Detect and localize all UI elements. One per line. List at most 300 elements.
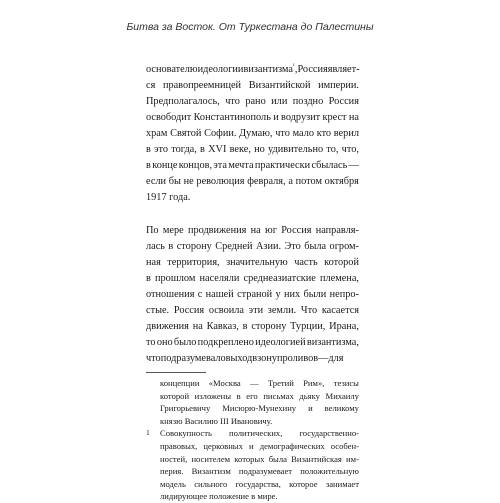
paragraph-2 bbox=[146, 223, 359, 367]
word bbox=[146, 271, 151, 287]
word-text: что bbox=[275, 128, 290, 139]
main-text bbox=[146, 62, 359, 367]
word-text: в bbox=[252, 353, 258, 364]
word-text: Азии. bbox=[255, 241, 282, 252]
word bbox=[263, 390, 293, 403]
word-text: письмах bbox=[263, 390, 294, 401]
word-text: них bbox=[284, 289, 301, 300]
text-line bbox=[160, 465, 359, 478]
word bbox=[325, 174, 359, 190]
word bbox=[268, 303, 296, 319]
word bbox=[146, 190, 190, 206]
word bbox=[300, 465, 359, 478]
word bbox=[169, 174, 181, 190]
text-line bbox=[146, 351, 359, 367]
word-text: Россия bbox=[328, 96, 359, 107]
word bbox=[243, 62, 297, 78]
word bbox=[157, 335, 173, 351]
word-text: церковных bbox=[203, 440, 243, 451]
word-text: конце bbox=[152, 160, 178, 171]
word bbox=[206, 287, 234, 303]
word bbox=[268, 142, 323, 158]
word-text: которой bbox=[160, 390, 190, 401]
word bbox=[342, 142, 359, 158]
word bbox=[146, 239, 165, 255]
word-text: удивительно bbox=[267, 144, 324, 155]
word-text: февраля, bbox=[247, 176, 286, 187]
word-text: сбылась bbox=[311, 160, 348, 171]
word bbox=[194, 478, 227, 491]
word-text: Турции, bbox=[290, 321, 326, 332]
word bbox=[171, 142, 197, 158]
word-text: , bbox=[294, 64, 298, 75]
word-text: октября bbox=[324, 176, 359, 187]
word bbox=[331, 440, 359, 453]
text-line bbox=[146, 335, 359, 351]
word-text: эти bbox=[248, 305, 264, 316]
word-text: у bbox=[275, 289, 281, 300]
word-text: Византийской bbox=[248, 80, 311, 91]
text-line bbox=[146, 223, 359, 239]
word bbox=[325, 402, 359, 415]
word bbox=[177, 239, 212, 255]
word-text: перия. bbox=[160, 466, 184, 477]
word bbox=[328, 62, 360, 78]
word bbox=[163, 223, 184, 239]
word-text: освоила bbox=[208, 305, 244, 316]
word-text: движения bbox=[146, 321, 189, 332]
word-text: изложены bbox=[194, 390, 232, 401]
word bbox=[328, 351, 343, 367]
word bbox=[154, 142, 168, 158]
word bbox=[170, 126, 201, 142]
word bbox=[222, 402, 296, 415]
word-text: то bbox=[146, 337, 156, 348]
footnote-1 bbox=[146, 427, 359, 503]
word bbox=[329, 319, 359, 335]
word-text: Византийская bbox=[291, 453, 342, 464]
footnote-rule bbox=[146, 372, 206, 373]
word bbox=[250, 377, 259, 390]
word bbox=[203, 440, 242, 453]
word-text: мере bbox=[162, 225, 184, 236]
word bbox=[204, 126, 236, 142]
word-text: Григорьевичу bbox=[160, 403, 211, 414]
word-text: веке, bbox=[229, 144, 251, 155]
text-line bbox=[160, 490, 359, 503]
word bbox=[160, 377, 199, 390]
word bbox=[200, 271, 240, 287]
word bbox=[226, 255, 288, 271]
word bbox=[208, 142, 226, 158]
word bbox=[146, 287, 194, 303]
word bbox=[276, 287, 281, 303]
word-text: государства, bbox=[235, 478, 281, 489]
word-text: бы bbox=[168, 176, 181, 187]
word-text: модель bbox=[160, 478, 186, 489]
word bbox=[330, 287, 359, 303]
word bbox=[326, 478, 359, 491]
word-text: идеологией bbox=[255, 337, 306, 348]
word bbox=[209, 303, 244, 319]
word-text: положительную bbox=[300, 466, 359, 477]
text-line bbox=[146, 142, 359, 158]
word bbox=[160, 478, 186, 491]
word bbox=[167, 255, 219, 271]
footnote-ref: ¹ bbox=[292, 62, 295, 70]
word bbox=[299, 390, 320, 403]
word-text: концепции bbox=[160, 378, 200, 388]
word bbox=[299, 427, 359, 440]
word-text: лидирующее положение в мире. bbox=[160, 491, 278, 502]
word-text: подкреплено bbox=[197, 337, 254, 348]
text-line bbox=[146, 110, 359, 126]
word-text: юг bbox=[265, 225, 277, 236]
word-text: страной bbox=[237, 289, 273, 300]
word bbox=[244, 271, 316, 287]
word-text: прошлом bbox=[155, 273, 196, 284]
word bbox=[301, 303, 317, 319]
word-text: племена, bbox=[320, 273, 359, 284]
word bbox=[311, 158, 347, 174]
word bbox=[146, 110, 191, 126]
word-text: в bbox=[146, 160, 151, 171]
word bbox=[146, 255, 161, 271]
text-line bbox=[160, 440, 359, 453]
word bbox=[237, 390, 241, 403]
word-text: — bbox=[348, 160, 359, 171]
word bbox=[192, 465, 231, 478]
word bbox=[228, 158, 253, 174]
word bbox=[275, 126, 290, 142]
word bbox=[251, 319, 286, 335]
word bbox=[303, 377, 324, 390]
word-text: но bbox=[254, 144, 265, 155]
word bbox=[160, 402, 210, 415]
word-text: что, bbox=[341, 144, 359, 155]
word-text: носителем bbox=[191, 453, 231, 464]
word-text: стые. bbox=[146, 305, 170, 316]
word bbox=[146, 158, 151, 174]
word-text: им- bbox=[346, 453, 359, 464]
word-text: кто bbox=[316, 128, 332, 139]
word bbox=[326, 142, 338, 158]
word-text: часть bbox=[294, 257, 318, 268]
word bbox=[146, 351, 161, 367]
word-text: земли. bbox=[267, 305, 297, 316]
word-text: в bbox=[168, 241, 174, 252]
word bbox=[239, 126, 272, 142]
word bbox=[236, 478, 281, 491]
word-text: то, bbox=[326, 144, 339, 155]
word-text: населяли bbox=[199, 273, 240, 284]
word-text: сторону bbox=[176, 241, 212, 252]
word bbox=[215, 239, 252, 255]
word bbox=[160, 440, 197, 453]
footnote-1-text bbox=[146, 427, 359, 503]
word bbox=[304, 287, 327, 303]
word bbox=[193, 319, 203, 335]
word-text: политических, bbox=[228, 428, 283, 439]
text-line bbox=[160, 377, 359, 390]
word-text: концов, bbox=[178, 160, 213, 171]
word-text: Михаилу bbox=[325, 390, 359, 401]
word bbox=[196, 174, 244, 190]
word-text: зону bbox=[257, 353, 277, 364]
word-text: идеологии bbox=[197, 64, 244, 75]
word-text: и bbox=[273, 112, 279, 123]
text-line bbox=[160, 427, 359, 440]
word bbox=[265, 223, 277, 239]
word-text: и bbox=[308, 403, 313, 414]
word bbox=[334, 377, 359, 390]
word bbox=[184, 174, 194, 190]
word bbox=[168, 239, 173, 255]
word-text: направля- bbox=[315, 225, 359, 236]
word-text: мечта bbox=[228, 160, 254, 171]
word-text: Византизм bbox=[191, 466, 231, 477]
word-text: потом bbox=[295, 176, 322, 187]
text-line bbox=[146, 303, 359, 319]
word-text: в bbox=[242, 321, 248, 332]
word-text: византизма bbox=[243, 64, 293, 75]
word bbox=[249, 303, 263, 319]
word-text: Третий bbox=[267, 378, 294, 388]
running-head: Битва за Восток. От Туркестана до Палестины bbox=[126, 21, 374, 33]
word-text: которых bbox=[234, 453, 265, 464]
word bbox=[324, 255, 359, 271]
word bbox=[322, 110, 346, 126]
word bbox=[146, 126, 167, 142]
word bbox=[146, 142, 151, 158]
word-text: касается bbox=[321, 305, 359, 316]
word-text: практически bbox=[254, 160, 311, 171]
word bbox=[256, 239, 281, 255]
footnotes bbox=[146, 377, 359, 503]
word bbox=[293, 94, 323, 110]
word bbox=[284, 287, 300, 303]
word bbox=[273, 110, 279, 126]
word-text: Россия bbox=[281, 225, 312, 236]
word bbox=[160, 390, 189, 403]
text-line bbox=[146, 158, 359, 174]
word-text: Ирана, bbox=[329, 321, 359, 332]
word bbox=[163, 78, 241, 94]
word bbox=[230, 142, 251, 158]
word bbox=[271, 94, 287, 110]
word-text: если bbox=[146, 176, 167, 187]
word bbox=[330, 239, 359, 255]
word-text: Мисюрю-Мунехину bbox=[222, 403, 297, 414]
word bbox=[188, 223, 246, 239]
word bbox=[294, 255, 318, 271]
word bbox=[225, 94, 240, 110]
text-line bbox=[146, 287, 359, 303]
word-text: оно bbox=[156, 337, 173, 348]
word-text: или bbox=[271, 96, 288, 107]
word-text: была bbox=[304, 241, 327, 252]
word-text: в bbox=[236, 390, 241, 401]
word bbox=[234, 453, 264, 466]
word-text: отношения bbox=[146, 289, 195, 300]
word-text: с bbox=[197, 289, 203, 300]
word bbox=[290, 319, 325, 335]
word bbox=[246, 390, 257, 403]
word-text: Предполагалось, bbox=[146, 96, 220, 107]
word-text: эта bbox=[213, 160, 227, 171]
word-text: рано bbox=[245, 96, 266, 107]
word-text: основателю bbox=[146, 64, 198, 75]
text-line bbox=[146, 255, 359, 271]
word bbox=[326, 390, 359, 403]
word-text: Константинополь bbox=[193, 112, 271, 123]
word-text: не bbox=[183, 176, 194, 187]
word bbox=[146, 303, 169, 319]
word-text: и bbox=[249, 440, 254, 451]
word bbox=[146, 223, 159, 239]
word-text: для bbox=[328, 353, 344, 364]
footnote-1-marker: 1 bbox=[146, 428, 150, 438]
word bbox=[155, 271, 195, 287]
word-text: огром- bbox=[329, 241, 359, 252]
text-line bbox=[160, 390, 359, 403]
word bbox=[198, 62, 244, 78]
text-line bbox=[146, 239, 359, 255]
word bbox=[277, 351, 318, 367]
word bbox=[334, 126, 359, 142]
text-line bbox=[160, 415, 359, 428]
word-text: — bbox=[250, 378, 259, 388]
word-text: Это bbox=[284, 241, 301, 252]
word bbox=[249, 440, 254, 453]
word-text: империи. bbox=[318, 80, 359, 91]
text-line bbox=[146, 174, 359, 190]
word-text: Россия bbox=[173, 305, 205, 316]
text-line bbox=[146, 319, 359, 335]
word bbox=[229, 427, 282, 440]
word bbox=[146, 62, 198, 78]
word bbox=[257, 351, 277, 367]
word bbox=[198, 287, 203, 303]
word-text: Россия bbox=[297, 64, 328, 75]
word bbox=[146, 174, 166, 190]
word-text: занимает bbox=[325, 478, 359, 489]
word-text: ная bbox=[146, 257, 161, 268]
paragraph-gap bbox=[146, 206, 359, 223]
word bbox=[296, 174, 322, 190]
word bbox=[179, 158, 212, 174]
word-text: продвижения bbox=[187, 225, 247, 236]
word bbox=[316, 223, 359, 239]
word-text: правовых, bbox=[160, 440, 198, 451]
word bbox=[160, 490, 278, 503]
word-text: византизма, bbox=[306, 337, 359, 348]
word-text: в bbox=[146, 273, 151, 284]
word-text: были bbox=[303, 289, 327, 300]
word bbox=[245, 94, 265, 110]
word-text: в bbox=[146, 144, 151, 155]
word bbox=[294, 62, 328, 78]
word-text: значительную bbox=[226, 257, 288, 268]
word-text: XVI bbox=[208, 144, 227, 155]
word bbox=[160, 415, 272, 428]
word bbox=[260, 440, 325, 453]
word bbox=[146, 78, 155, 94]
word-text: была bbox=[268, 453, 287, 464]
word-text: лась bbox=[146, 241, 165, 252]
word-text: непро- bbox=[329, 289, 359, 300]
word bbox=[322, 303, 359, 319]
word-text: Кавказ, bbox=[206, 321, 239, 332]
word bbox=[346, 453, 359, 466]
word bbox=[288, 174, 293, 190]
word-text: тезисы bbox=[333, 378, 359, 388]
word-text: князю Василию III Ивановичу. bbox=[160, 415, 273, 426]
word bbox=[291, 453, 342, 466]
word-text: в bbox=[200, 144, 205, 155]
word-text: великому bbox=[324, 403, 359, 414]
word-text: на bbox=[348, 112, 359, 123]
word bbox=[195, 390, 231, 403]
word-text: на bbox=[192, 321, 203, 332]
word bbox=[293, 126, 314, 142]
word-text: демографических bbox=[259, 440, 325, 451]
word-text: Совокупность bbox=[160, 428, 212, 439]
word-text: поздно bbox=[292, 96, 324, 107]
word bbox=[281, 223, 311, 239]
word-text: водрузит bbox=[281, 112, 321, 123]
word bbox=[308, 402, 313, 415]
text-line bbox=[146, 78, 359, 94]
text-line bbox=[146, 271, 359, 287]
word-text: подразумевает bbox=[238, 466, 293, 477]
word bbox=[349, 158, 359, 174]
word bbox=[247, 174, 285, 190]
word-text: ся bbox=[146, 80, 156, 91]
word-text: Думаю, bbox=[239, 128, 273, 139]
word bbox=[249, 78, 311, 94]
word-text: Святой bbox=[170, 128, 202, 139]
word-text: революция bbox=[196, 176, 245, 187]
word bbox=[174, 335, 196, 351]
word-text: крест bbox=[322, 112, 347, 123]
word bbox=[213, 158, 227, 174]
text-line bbox=[160, 478, 359, 491]
word-text: тогда, bbox=[171, 144, 197, 155]
word-text: сторону bbox=[251, 321, 287, 332]
word bbox=[289, 478, 317, 491]
word-text: что bbox=[225, 96, 240, 107]
word-text: которое bbox=[289, 478, 318, 489]
word-text: — bbox=[318, 353, 329, 364]
word-text: проливов bbox=[277, 353, 319, 364]
word bbox=[284, 239, 300, 255]
word-text: что bbox=[146, 353, 161, 364]
word bbox=[254, 142, 265, 158]
word-text: «Москва bbox=[208, 378, 241, 388]
word bbox=[152, 158, 177, 174]
word bbox=[268, 377, 294, 390]
word bbox=[160, 453, 187, 466]
word bbox=[146, 94, 220, 110]
word bbox=[269, 453, 287, 466]
word-text: освободит bbox=[146, 112, 192, 123]
word bbox=[307, 335, 359, 351]
word bbox=[318, 351, 328, 367]
word-text: правопреемницей bbox=[162, 80, 242, 91]
word bbox=[329, 94, 359, 110]
word-text: его bbox=[246, 390, 258, 401]
